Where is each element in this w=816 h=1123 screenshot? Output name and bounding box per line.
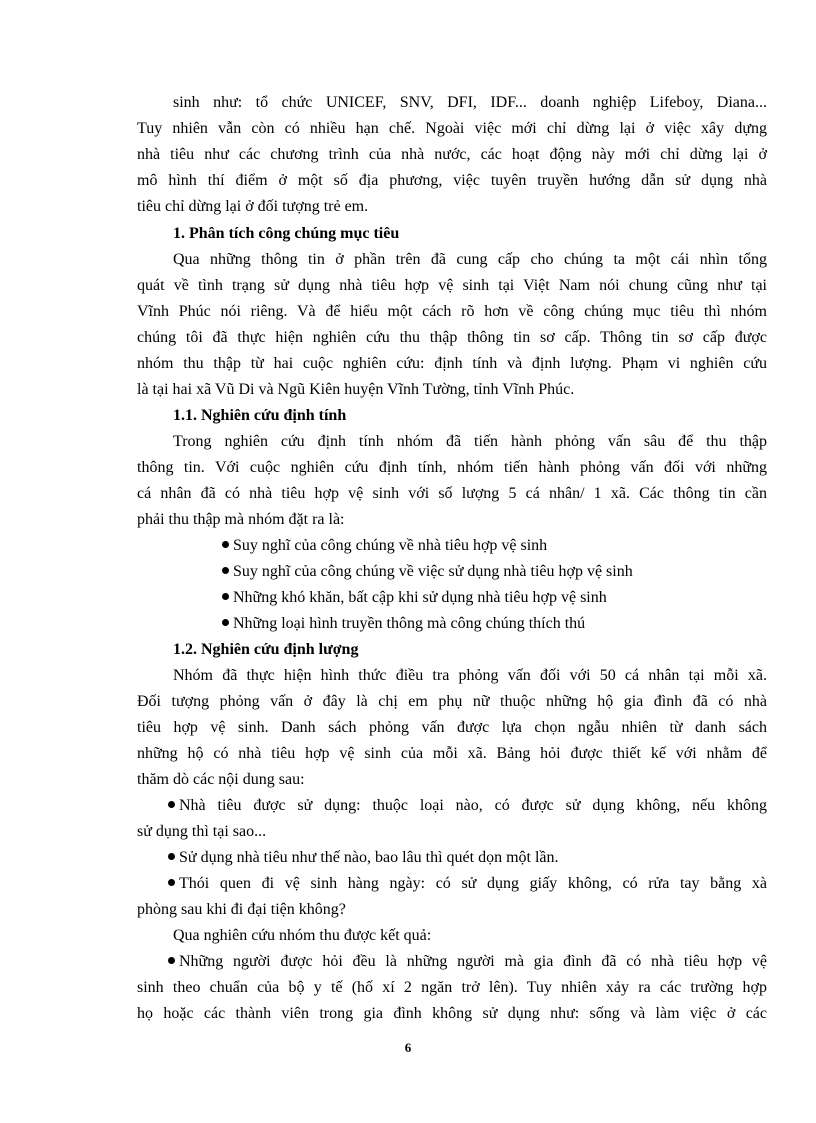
subsection-heading: 1.1. Nghiên cứu định tính [173,407,347,424]
bullet-dot-icon [222,619,229,626]
paragraph-line: Tuy nhiên vẫn còn có nhiều hạn chế. Ngoài việc mới chỉ dừng lại ở việc xây dựng [137,120,767,137]
paragraph-line: sinh theo chuẩn của bộ y tế (hố xí 2 ngăn trở lên). Tuy nhiên xảy ra các trường hợp [137,979,767,996]
bullet-dot-icon [222,567,229,574]
paragraph-line: tiêu chỉ dừng lại ở đối tượng trẻ em. [137,198,369,215]
paragraph-line: quát về tình trạng sử dụng nhà tiêu hợp vệ sinh tại Việt Nam nói chung cũng như tại [137,277,767,294]
paragraph-line: sinh như: tổ chức UNICEF, SNV, DFI, IDF... doanh nghiệp Lifeboy, Diana... [173,94,767,111]
bullet-dot-icon [168,879,175,886]
paragraph-line: phải thu thập mà nhóm đặt ra là: [137,511,345,528]
paragraph-line: cá nhân đã có nhà tiêu hợp vệ sinh với số lượng 5 cá nhân/ 1 xã. Các thông tin cần [137,485,767,502]
paragraph-line: Qua nghiên cứu nhóm thu được kết quả: [173,927,432,944]
bullet-item: Suy nghĩ của công chúng về nhà tiêu hợp vệ sinh [222,534,767,558]
bullet-item: Nhà tiêu được sử dụng: thuộc loại nào, có được sử dụng không, nếu không [168,794,767,818]
bullet-dot-icon [168,957,175,964]
paragraph-line: thăm dò các nội dung sau: [137,771,305,788]
paragraph-line: sử dụng thì tại sao... [137,823,267,840]
paragraph-line: phòng sau khi đi đại tiện không? [137,901,346,918]
bullet-item: Những khó khăn, bất cập khi sử dụng nhà tiêu hợp vệ sinh [222,586,767,610]
page-number: 6 [404,1040,412,1055]
paragraph-line: chúng tôi đã thực hiện nghiên cứu thu thập thông tin sơ cấp. Thông tin sơ cấp được [137,329,767,346]
paragraph-line: nhóm thu thập từ hai cuộc nghiên cứu: định tính và định lượng. Phạm vi nghiên cứu [137,355,767,372]
paragraph-line: là tại hai xã Vũ Di và Ngũ Kiên huyện Vĩnh Tường, tỉnh Vĩnh Phúc. [137,381,575,398]
paragraph-line: họ hoặc các thành viên trong gia đình không sử dụng như: sống và làm việc ở các [137,1005,767,1022]
bullet-dot-icon [168,801,175,808]
paragraph-line: Đối tượng phỏng vấn ở đây là chị em phụ nữ thuộc những hộ gia đình đã có nhà [137,693,767,710]
paragraph-line: những hộ có nhà tiêu hợp vệ sinh của mỗi xã. Bảng hỏi được thiết kế với nhằm để [137,745,767,762]
paragraph-line: nhà tiêu như các chương trình của nhà nước, các hoạt động này mới chỉ dừng lại ở [137,146,767,163]
bullet-item: Những loại hình truyền thông mà công chúng thích thú [222,612,767,636]
bullet-dot-icon [168,853,175,860]
bullet-dot-icon [222,541,229,548]
bullet-item: Những người được hỏi đều là những người mà gia đình đã có nhà tiêu hợp vệ [168,950,767,974]
bullet-dot-icon [222,593,229,600]
paragraph-line: Vĩnh Phúc nói riêng. Và để hiểu một cách rõ hơn về công chúng mục tiêu thì nhóm [137,303,767,320]
bullet-item: Suy nghĩ của công chúng về việc sử dụng nhà tiêu hợp vệ sinh [222,560,767,584]
paragraph-line: thông tin. Với cuộc nghiên cứu định tính, nhóm tiến hành phỏng vấn đối với những [137,459,767,476]
subsection-heading: 1.2. Nghiên cứu định lượng [173,641,359,658]
bullet-item: Sử dụng nhà tiêu như thế nào, bao lâu thì quét dọn một lần. [168,846,798,870]
paragraph-line: Qua những thông tin ở phần trên đã cung cấp cho chúng ta một cái nhìn tổng [173,251,767,268]
paragraph-line: tiêu hợp vệ sinh. Danh sách phỏng vấn được lựa chọn ngẫu nhiên từ danh sách [137,719,767,736]
paragraph-line: Trong nghiên cứu định tính nhóm đã tiến hành phỏng vấn sâu để thu thập [173,433,767,450]
paragraph-line: mô hình thí điểm ở một số địa phương, việc tuyên truyền hướng dẫn sử dụng nhà [137,172,767,189]
bullet-item: Thói quen đi vệ sinh hàng ngày: có sử dụng giấy không, có rửa tay bằng xà [168,872,767,896]
paragraph-line: Nhóm đã thực hiện hình thức điều tra phỏng vấn đối với 50 cá nhân tại mỗi xã. [173,667,767,684]
section-heading: 1. Phân tích công chúng mục tiêu [173,225,400,242]
